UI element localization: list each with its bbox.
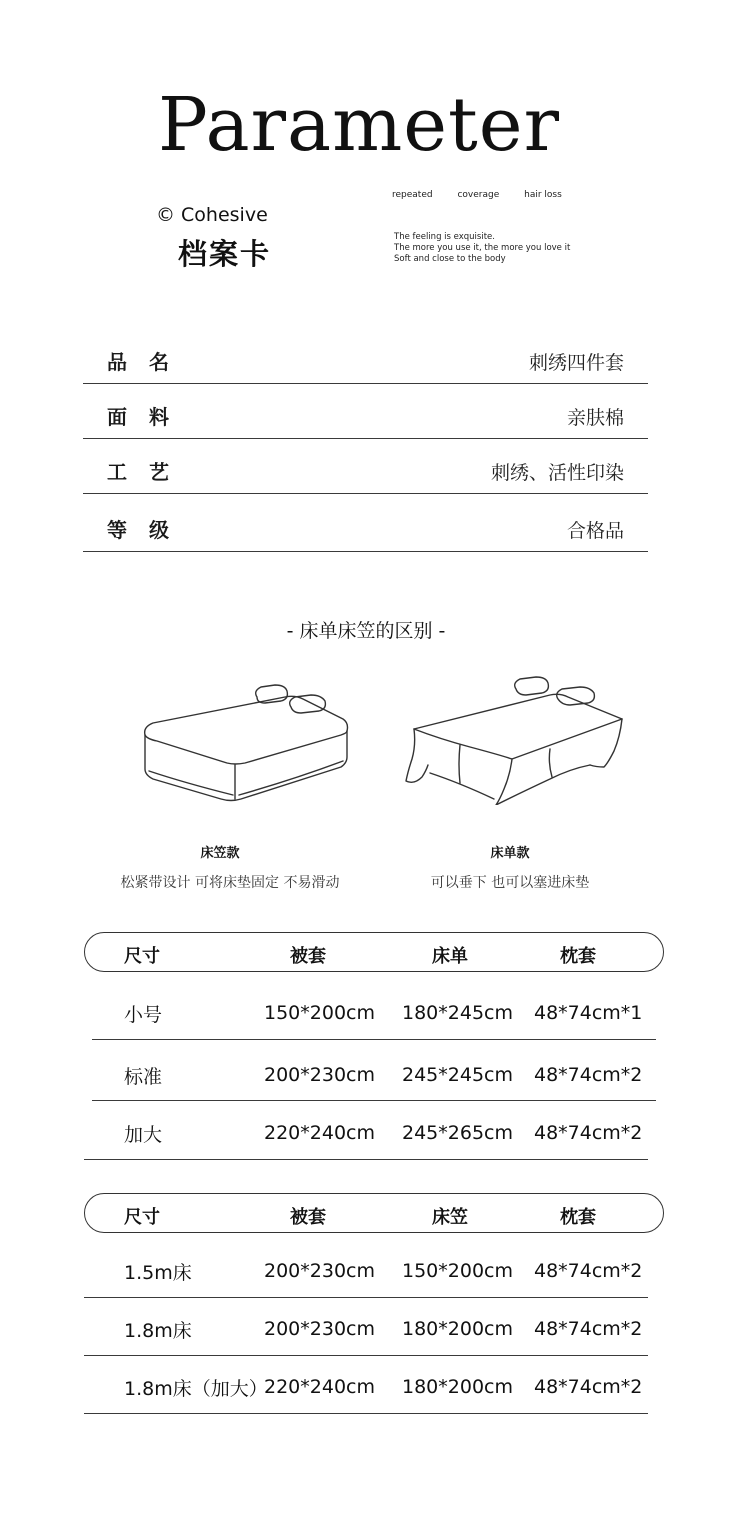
table-cell: 1.8m床 [124, 1320, 192, 1342]
row-divider [84, 1355, 648, 1356]
tagline-line: Soft and close to the body [394, 254, 506, 264]
table-cell: 220*240cm [264, 1122, 375, 1144]
param-label: 品名 [107, 350, 191, 374]
table2-header-pillowcase: 枕套 [560, 1207, 596, 1228]
brand-name: © Cohesive [156, 204, 268, 226]
table2-header-size: 尺寸 [124, 1207, 160, 1228]
row-divider [84, 1413, 648, 1414]
row-divider [84, 1159, 648, 1160]
table-cell: 150*200cm [264, 1002, 375, 1024]
param-value: 刺绣四件套 [528, 352, 624, 374]
table-cell: 加大 [124, 1124, 163, 1146]
table-cell: 48*74cm*2 [534, 1122, 643, 1144]
table-cell: 1.8m床（加大） [124, 1378, 268, 1400]
param-value: 刺绣、活性印染 [490, 462, 624, 484]
table-cell: 180*245cm [402, 1002, 513, 1024]
table-cell: 180*200cm [402, 1318, 513, 1340]
flat-sheet-desc: 可以垂下 也可以塞进床垫 [430, 875, 590, 891]
table-cell: 48*74cm*2 [534, 1318, 643, 1340]
param-row-grade [83, 497, 648, 552]
fitted-sheet-name: 床笠款 [200, 846, 240, 861]
tag-item: coverage [457, 190, 500, 200]
card-title: 档案卡 [178, 237, 272, 271]
tag-item: hair loss [524, 190, 562, 200]
param-label: 等级 [107, 518, 191, 542]
table1-header-pillowcase: 枕套 [560, 946, 596, 967]
table-cell: 200*230cm [264, 1260, 375, 1282]
tagline-line: The more you use it, the more you love it [394, 243, 571, 253]
table2-header-fitted: 床笠 [432, 1207, 468, 1228]
table-cell: 150*200cm [402, 1260, 513, 1282]
table-cell: 220*240cm [264, 1376, 375, 1398]
table-cell: 180*200cm [402, 1376, 513, 1398]
table-cell: 245*245cm [402, 1064, 513, 1086]
flat-sheet-name: 床单款 [490, 846, 530, 861]
tag-list [392, 190, 584, 200]
tagline [394, 232, 570, 265]
fitted-sheet-desc: 松紧带设计 可将床垫固定 不易滑动 [120, 875, 340, 891]
param-row-name [83, 329, 648, 384]
table-cell: 48*74cm*2 [534, 1376, 643, 1398]
table-cell: 245*265cm [402, 1122, 513, 1144]
table1-header-duvet: 被套 [290, 946, 326, 967]
param-value: 合格品 [566, 520, 624, 542]
table-cell: 标准 [124, 1066, 163, 1088]
table-cell: 小号 [124, 1004, 163, 1026]
param-row-craft [83, 439, 648, 494]
param-row-fabric [83, 384, 648, 439]
page-title: Parameter [158, 82, 560, 168]
table-cell: 1.5m床 [124, 1262, 192, 1284]
param-label: 工艺 [107, 460, 191, 484]
row-divider [92, 1039, 656, 1040]
row-divider [84, 1297, 648, 1298]
table2-header-duvet: 被套 [290, 1207, 326, 1228]
table-cell: 48*74cm*2 [534, 1260, 643, 1282]
fitted-sheet-illustration [135, 675, 355, 805]
table-cell: 48*74cm*1 [534, 1002, 643, 1024]
table1-header-size: 尺寸 [124, 946, 160, 967]
tag-item: repeated [392, 190, 433, 200]
section-title: - 床单床笠的区别 - [286, 620, 446, 642]
tagline-line: The feeling is exquisite. [394, 232, 495, 242]
table-cell: 200*230cm [264, 1064, 375, 1086]
table1-header-sheet: 床单 [432, 946, 468, 967]
flat-sheet-illustration [400, 675, 630, 805]
table-cell: 200*230cm [264, 1318, 375, 1340]
table-cell: 48*74cm*2 [534, 1064, 643, 1086]
row-divider [92, 1100, 656, 1101]
param-value: 亲肤棉 [566, 407, 624, 429]
param-label: 面料 [107, 405, 191, 429]
